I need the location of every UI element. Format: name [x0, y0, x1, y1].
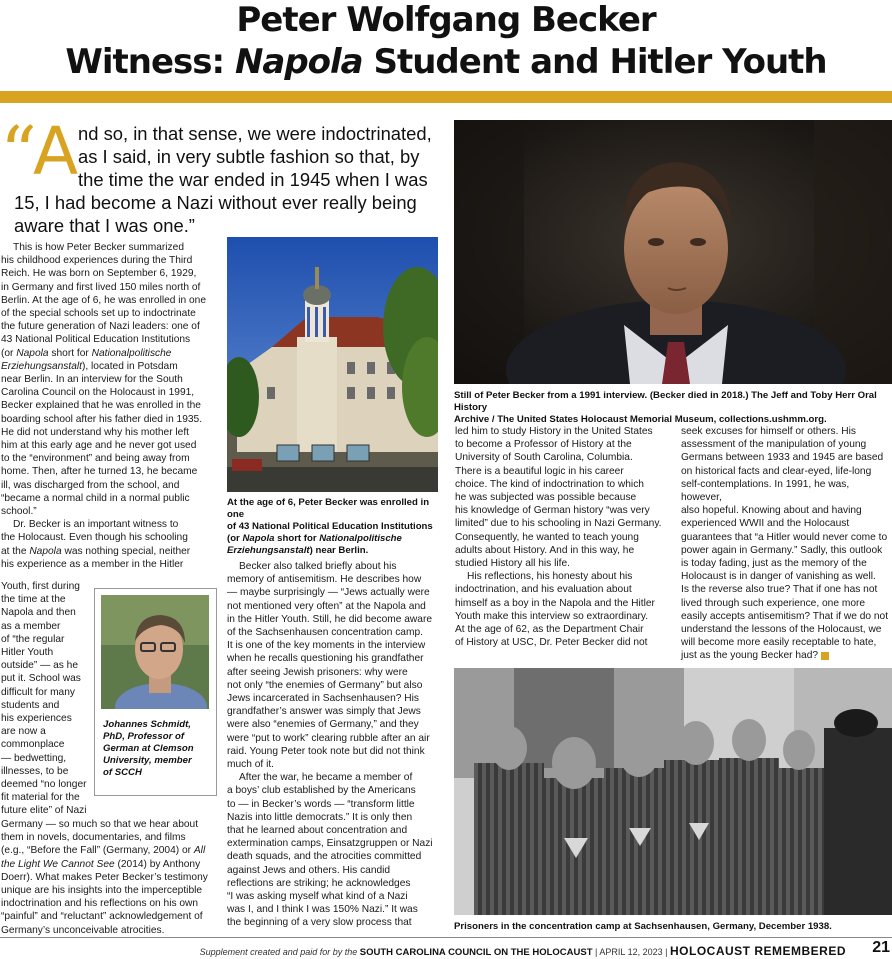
body-line: of the Sachsenhausen concentration camp. — [227, 627, 423, 639]
caption-line: At the age of 6, Peter Becker was enrolled in one — [227, 497, 430, 520]
pullquote-drop-cap: A — [33, 113, 79, 190]
article-column-1-tail — [1, 818, 223, 937]
body-line: University of South Carolina, Columbia. — [455, 452, 633, 464]
body-line: of “the regular — [1, 633, 65, 645]
body-line: self-contemplations. In 1991, he was, however, — [681, 478, 850, 504]
body-line: — bedwetting, — [1, 752, 67, 764]
body-line: of the special schools set up to indoctrinate — [1, 308, 196, 320]
body-line: power again in Germany.” Sadly, this outlook — [681, 544, 883, 556]
body-line: Nazis into little democrats.” It is only then — [227, 811, 413, 823]
body-line: Consequently, he wanted to teach young — [455, 531, 639, 543]
body-italic: Erziehungsanstalt — [1, 360, 82, 372]
article-column-2 — [227, 560, 443, 930]
body-line: illnesses, to be — [1, 765, 69, 777]
body-line: Hitler Youth — [1, 647, 54, 659]
headline-line-2 — [0, 40, 892, 84]
body-line: when he recalls questioning his grandfather — [227, 653, 424, 665]
article-column-3 — [455, 425, 670, 649]
body-line: Germany — so much so that we hear about — [1, 819, 199, 830]
body-italic: Napola — [16, 347, 49, 359]
schmidt-caption — [103, 719, 213, 779]
schmidt-photo — [101, 595, 209, 709]
body-line: Holocaust is in danger of vanishing as well. — [681, 571, 876, 583]
body-text: ), located in Potsdam — [81, 360, 178, 372]
body-line: “I was asking myself what kind of a Nazi — [227, 891, 408, 903]
body-line: assessment of the manipulation of young — [681, 439, 867, 451]
body-line: not mentioned very often” at the Napola and — [227, 600, 426, 612]
body-text: (or — [1, 347, 17, 359]
body-line: choice. The kind of indoctrination to which — [455, 478, 644, 490]
body-line: After the war, he became a member of — [239, 772, 413, 784]
footer-separator: | — [665, 947, 668, 957]
body-line: boarding school after his father died in 1935. — [1, 413, 203, 425]
prisoners-photo — [454, 668, 892, 915]
body-line: was I, and I think I was 150% Nazi.” It was — [227, 904, 418, 916]
body-line: indoctrination and his reflections on his own — [1, 898, 199, 910]
body-line: understand the lessons of the Holocaust, we — [681, 624, 882, 636]
footer-separator: | — [595, 947, 598, 957]
prisoners-photo-caption: Prisoners in the concentration camp at Sachsenhausen, Germany, December 1938. — [454, 921, 832, 932]
body-text: was nothing special, neither — [61, 545, 191, 557]
article-column-4 — [681, 425, 892, 663]
caption-line: University, member — [103, 755, 192, 766]
caption-text: (or — [227, 533, 243, 544]
body-line: Germans between 1933 and 1945 are based — [681, 452, 884, 464]
body-line: There is a beautiful logic in his career — [455, 465, 624, 477]
caption-line: of SCCH — [103, 767, 142, 778]
body-line: his experiences — [1, 713, 72, 725]
headline-suffix: Student and Hitler Youth — [362, 42, 827, 82]
body-line — [1, 858, 223, 871]
caption-line: Archive / The United States Holocaust Memorial Museum, collections.ushmm.org. — [454, 414, 827, 425]
body-line: “became a normal child in a normal public — [1, 492, 190, 504]
body-line: reflections are striking; he acknowledges — [227, 877, 411, 889]
body-line: he was subjected was possible because — [455, 492, 637, 504]
body-line: in the Hitler Youth. Still, he did become aware — [227, 613, 433, 625]
page-number: 21 — [872, 939, 890, 956]
body-line: the time at the — [1, 594, 66, 606]
body-line: himself as a boy in the Napola and the Hitler — [455, 597, 655, 609]
body-line: Jews incarcerated in Sachsenhausen? His — [227, 693, 419, 705]
body-line: his childhood experiences during the Third — [1, 255, 193, 267]
body-line: are now a — [1, 726, 46, 738]
body-line: them in novels, documentaries, and films — [1, 832, 186, 844]
body-italic: Napola — [29, 545, 62, 557]
body-italic: All — [193, 845, 206, 857]
caption-line: Johannes Schmidt, — [103, 719, 191, 730]
body-line: Is the reverse also true? That if one has not — [681, 584, 878, 596]
caption-line: PhD, Professor of — [103, 731, 185, 742]
body-line: Dr. Becker is an important witness to — [13, 519, 179, 531]
body-line: him at this early age and he never got used — [1, 440, 197, 452]
body-line: in Germany and first lived 150 miles north of — [1, 281, 201, 293]
footer-supplement: Supplement created and paid for by the — [199, 947, 358, 957]
body-line: grandfather’s answer was simply that Jews — [227, 706, 421, 718]
body-line: guarantees that “a Hitler would never come to — [681, 531, 888, 543]
body-line: His reflections, his honesty about his — [467, 571, 633, 583]
napola-building-photo — [227, 237, 438, 492]
body-line — [1, 360, 223, 373]
body-line: the future generation of Nazi leaders: one of — [1, 321, 200, 333]
body-line: Germany’s unconceivable atrocities. — [1, 924, 165, 936]
body-line: were “put to work” clearing rubble after an air — [227, 732, 430, 744]
caption-text: ) near Berlin. — [309, 545, 369, 556]
body-line: commonplace — [1, 739, 65, 751]
body-line: studied History all his life. — [455, 558, 570, 570]
body-line: fit material for the — [1, 792, 80, 804]
body-text: at the — [1, 545, 30, 557]
caption-italic: Napola — [242, 533, 275, 544]
body-line: home. Then, after he turned 13, he became — [1, 466, 198, 478]
body-line: Carolina Council on the Holocaust in 1991, — [1, 387, 195, 399]
schmidt-sidebar-box — [94, 588, 217, 796]
footer-section-title: HOLOCAUST REMEMBERED — [669, 944, 846, 958]
caption-line — [227, 545, 439, 557]
caption-line: Still of Peter Becker from a 1991 interview. (Becker died in 2018.) The Jeff and Toby Herr Oral History — [454, 390, 877, 413]
body-line: will become more easily receptable to hate, — [681, 637, 877, 649]
body-line: difficult for many — [1, 686, 75, 698]
pullquote-open-mark: “ — [0, 111, 37, 195]
body-line: Becker also talked briefly about his — [239, 561, 397, 572]
becker-photo-caption — [454, 390, 892, 426]
footer-credits — [200, 944, 846, 958]
caption-text: short for — [274, 533, 320, 544]
body-text: (2014) by Anthony — [114, 858, 201, 870]
body-line: raid. Young Peter took note but did not think — [227, 745, 425, 757]
body-line: future elite” of Nazi — [1, 805, 87, 817]
body-line: lived through such experience, one more — [681, 597, 866, 609]
body-line: his knowledge of German history “was very — [455, 505, 650, 517]
body-line: led him to study History in the United States — [455, 426, 653, 437]
headline-napola: Napola — [234, 42, 363, 82]
body-line: to the “environment” and being away from — [1, 453, 190, 465]
body-line: experienced WWII and the Holocaust — [681, 518, 850, 530]
pullquote-line: 15, I had become a Nazi without ever really being — [14, 192, 417, 213]
footer-council: SOUTH CAROLINA COUNCIL ON THE HOLOCAUST — [359, 947, 593, 958]
pullquote-line: nd so, in that sense, we were indoctrinated, — [78, 123, 432, 144]
body-line: near Berlin. In an interview for the South — [1, 374, 183, 386]
body-line: easily accepts antisemitism? That if we do not — [681, 610, 889, 622]
becker-interview-photo — [454, 120, 892, 384]
body-line: against Jews and others. His candid — [227, 864, 391, 876]
footer-date: APRIL 12, 2023 — [599, 947, 663, 957]
body-line: Napola and then — [1, 607, 76, 619]
body-line: limited” due to his schooling in Nazi Germany. — [455, 518, 662, 530]
body-line: of History at USC, Dr. Peter Becker did not — [455, 637, 648, 649]
body-line: is today fading, just as the memory of the — [681, 558, 867, 570]
body-line: seek excuses for himself or others. His — [681, 426, 856, 437]
body-line: adults about History. And in this way, he — [455, 544, 635, 556]
body-line: to — in Becker’s words — “transform little — [227, 798, 415, 810]
body-line — [1, 844, 223, 857]
headline-line-1: Peter Wolfgang Becker — [236, 0, 656, 40]
body-line: not only “the enemies of Germany” but also — [227, 679, 423, 691]
body-line: the Holocaust. Even though his schooling — [1, 532, 188, 544]
body-line: after seeing Jewish prisoners: why were — [227, 666, 408, 678]
article-column-1 — [1, 241, 223, 571]
body-line — [681, 649, 892, 662]
body-line: ill, was discharged from the school, and — [1, 479, 180, 491]
body-line: that he learned about concentration and — [227, 825, 408, 837]
body-text: short for — [48, 347, 92, 359]
body-line: “painful” and “reluctant” acknowledgement of — [1, 911, 203, 923]
body-line: extermination camps, Einsatzgruppen or Nazi — [227, 838, 433, 850]
gold-divider — [0, 91, 892, 103]
pullquote-line: aware that I was one.” — [14, 215, 195, 236]
caption-italic: Nationalpolitische — [319, 533, 402, 544]
body-line: Youth make this interview so extraordinary. — [455, 610, 649, 622]
caption-line: German at Clemson — [103, 743, 194, 754]
body-line: much of it. — [227, 759, 274, 771]
body-line: the beginning of a very slow process that — [227, 917, 412, 929]
body-line: Doerr). What makes Peter Becker’s testimony — [1, 871, 208, 883]
body-line: outside” — as he — [1, 660, 79, 672]
body-line: his experience as a member in the Hitler — [1, 558, 184, 570]
footer-rule — [0, 937, 892, 938]
building-photo-caption — [227, 497, 439, 557]
body-italic: the Light We Cannot See — [1, 858, 115, 870]
body-line: At the age of 62, as the Department Chair — [455, 624, 644, 636]
body-line: put it. School was — [1, 673, 81, 685]
caption-italic: Erziehungsanstalt — [227, 545, 310, 556]
body-line: He did not understand why his mother left — [1, 426, 190, 438]
body-line: school.” — [1, 506, 37, 518]
caption-line: of 43 National Political Education Institutions — [227, 521, 433, 532]
body-line: Becker explained that he was enrolled in the — [1, 400, 201, 412]
end-of-article-mark — [821, 652, 829, 660]
body-line: memory of antisemitism. He describes how — [227, 574, 422, 586]
body-line: Berlin. At the age of 6, he was enrolled in one — [1, 294, 207, 306]
body-line — [1, 545, 223, 558]
body-line: to become a Professor of History at the — [455, 439, 632, 451]
body-line: on historical facts and clear-eyed, life-long — [681, 465, 872, 477]
body-text: (e.g., “Before the Fall” (Germany, 2004) or — [1, 845, 194, 857]
body-line: 43 National Political Education Institutions — [1, 334, 191, 346]
body-line: indoctrination, and his evaluation about — [455, 584, 632, 596]
body-line: were also “enemies of Germany,” and they — [227, 719, 419, 731]
body-line: Reich. He was born on September 6, 1929, — [1, 268, 197, 280]
body-line: also hopeful. Knowing about and having — [681, 505, 862, 517]
body-line: Youth, first during — [1, 581, 80, 592]
body-line: It is one of the key moments in the interview — [227, 640, 426, 652]
body-line: This is how Peter Becker summarized — [13, 242, 184, 253]
body-line: a boys’ club established by the Americans — [227, 785, 416, 797]
body-line: students and — [1, 699, 60, 711]
pullquote-line: as I said, in very subtle fashion so that, by — [78, 146, 420, 167]
body-italic: Nationalpolitische — [91, 347, 172, 359]
body-line: deemed “no longer — [1, 779, 87, 791]
body-line: death squads, and the atrocities committed — [227, 851, 422, 863]
body-line: unique are his insights into the imperceptible — [1, 885, 203, 897]
pullquote-line: the time the war ended in 1945 when I was — [78, 169, 428, 190]
body-line — [1, 347, 223, 360]
body-text: just as the young Becker had? — [681, 650, 819, 662]
article-column-1-narrow — [1, 580, 93, 818]
headline-prefix: Witness: — [65, 42, 235, 82]
caption-line — [227, 533, 439, 545]
body-line: — maybe surprisingly — “Jews actually were — [227, 587, 430, 599]
body-line: as a member — [1, 620, 61, 632]
